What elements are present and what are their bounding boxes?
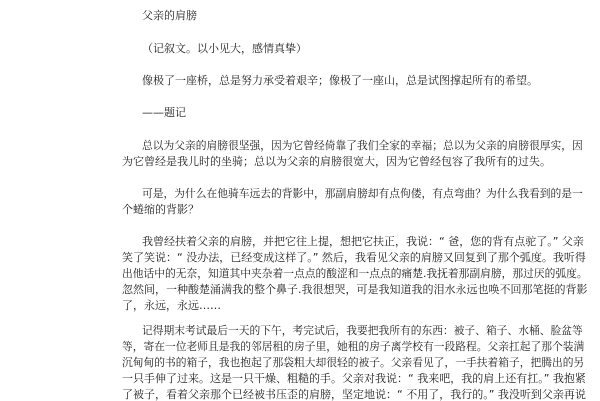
paragraph-line: 出他话中的无奈，知道其中夹杂着一点点的酸涩和一点点的痛楚.我抚着那副肩膀，那过厌的弧度。 [122, 267, 588, 280]
paragraph-line: 一只手伸了过来。这是一只干燥、粗糙的手。父亲对我说：“ 我来吧，我的肩上还有扛。” 我抱紧 [122, 372, 586, 385]
paragraph-line: 可是，为什么在他骑车远去的背影中，那副肩膀却有点佝偻，有点弯曲？为什么我看到的是一 [142, 187, 583, 200]
paragraph-line: 我曾经扶着父亲的肩膀，并把它往上提，想把它扶正，我说：“ 爸，您的背有点驼了。” 父亲 [142, 235, 584, 248]
epigraph-source: ——题记 [142, 106, 186, 119]
paragraph-line: 了被子，看着父亲那个已经被书压歪的肩膀，坚定地说：“ 不用了，我行的。” 我没听到父亲再说 [122, 388, 586, 401]
paragraph-line: 沉甸甸的书的箱子，我也抱起了那袋粗大却很轻的被子。父亲看见了，一手扶着箱子，把腾出的另 [122, 356, 585, 369]
paragraph-line: 总以为父亲的肩膀很坚强，因为它曾经倚靠了我们全家的幸福；总以为父亲的肩膀很厚实，因 [142, 139, 583, 152]
paragraph-line: 笑了笑说：“ 没办法，已经变成这样了。” 然后，我看见父亲的肩膀又回复到了那个弧度。我听得 [122, 251, 586, 264]
paragraph-line: 记得期末考试最后一天的下午，考完试后，我要把我所有的东西：被子、箱子、水桶、脸盆等 [142, 324, 583, 337]
genre-note: （记叙文。以小见大，感情真挚） [142, 42, 307, 55]
paragraph-line: 个蜷缩的背影？ [122, 203, 199, 216]
document-title: 父亲的肩膀 [142, 9, 197, 22]
paragraph-line: 了，永远，永远…… [122, 299, 221, 312]
paragraph-line: 忽然间，一种酸楚涌满我的整个鼻子.我很想哭，可是我知道我的泪水永远也唤不回那笔挺的背影 [122, 283, 588, 296]
epigraph: 像极了一座桥，总是努力承受着艰辛；像极了一座山，总是试图撑起所有的希望。 [142, 74, 538, 87]
paragraph-line: 等，寄在一位老师且是我的邻居租的房子里，她租的房子离学校有一段路程。父亲扛起了那个装满 [122, 340, 585, 353]
paragraph-line: 为它曾经是我儿时的坐骑；总以为父亲的肩膀很宽大，因为它曾经包容了我所有的过失。 [122, 155, 551, 168]
